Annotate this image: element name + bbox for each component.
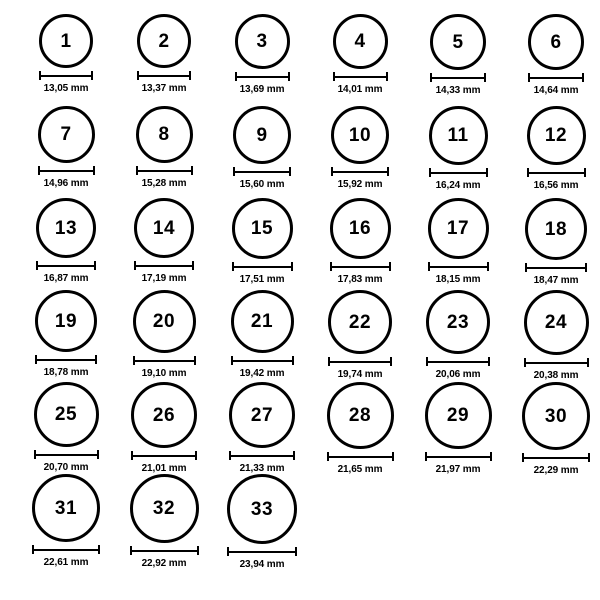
ring-size-cell — [506, 382, 600, 476]
ring-circle-wrap — [34, 382, 99, 447]
ring-size-label: 10 — [348, 124, 372, 146]
ring-circle — [34, 382, 99, 447]
diameter-measure-bar — [327, 452, 394, 461]
measure-tick-left — [333, 72, 335, 81]
measure-line — [36, 265, 96, 267]
diameter-value-label: 18,47 mm — [533, 275, 579, 286]
measure-tick-right — [97, 450, 99, 459]
diameter-measure-bar — [229, 451, 295, 460]
ring-size-cell — [16, 290, 116, 378]
ring-circle — [131, 382, 197, 448]
ring-size-cell — [212, 198, 312, 285]
measure-tick-right — [584, 168, 586, 177]
measure-tick-left — [525, 263, 527, 272]
diameter-measure-bar — [39, 71, 93, 80]
ring-size-label: 24 — [544, 312, 568, 333]
measure-tick-left — [527, 168, 529, 177]
measure-line — [32, 549, 100, 551]
measure-tick-left — [327, 452, 329, 461]
ring-size-cell — [212, 290, 312, 379]
ring-circle-wrap — [227, 474, 297, 544]
measure-tick-right — [585, 263, 587, 272]
ring-circle — [330, 198, 391, 259]
measure-line — [227, 551, 297, 553]
diameter-measure-bar — [232, 262, 293, 271]
measure-tick-left — [39, 71, 41, 80]
measure-tick-right — [587, 358, 589, 367]
measure-tick-right — [392, 452, 394, 461]
diameter-value-label: 20,06 mm — [435, 369, 481, 380]
diameter-measure-bar — [525, 263, 587, 272]
ring-size-label: 5 — [452, 31, 464, 53]
ring-size-cell — [506, 290, 600, 381]
measure-tick-left — [330, 262, 332, 271]
measure-tick-left — [528, 73, 530, 82]
diameter-measure-bar — [34, 450, 99, 459]
measure-tick-right — [291, 262, 293, 271]
ring-circle-wrap — [133, 290, 196, 353]
ring-circle — [528, 14, 584, 70]
diameter-measure-bar — [524, 358, 589, 367]
measure-line — [429, 172, 488, 174]
ring-size-cell — [310, 106, 410, 190]
diameter-value-label: 22,92 mm — [141, 558, 187, 569]
ring-circle-wrap — [39, 14, 93, 68]
ring-circle-wrap — [235, 14, 290, 69]
ring-size-label: 16 — [348, 218, 372, 239]
diameter-measure-bar — [428, 262, 489, 271]
diameter-value-label: 21,33 mm — [239, 463, 285, 474]
ring-circle — [233, 106, 291, 164]
ring-size-cell — [212, 106, 312, 190]
ring-size-label: 18 — [544, 218, 568, 240]
ring-size-label: 32 — [152, 498, 176, 519]
ring-size-label: 21 — [250, 311, 274, 332]
ring-circle-wrap — [38, 106, 95, 163]
ring-circle-wrap — [426, 290, 490, 354]
measure-tick-right — [490, 452, 492, 461]
measure-tick-right — [192, 261, 194, 270]
measure-tick-right — [197, 546, 199, 555]
ring-size-label: 26 — [152, 404, 176, 426]
ring-circle — [38, 106, 95, 163]
ring-size-label: 15 — [250, 218, 274, 239]
diameter-measure-bar — [328, 357, 392, 366]
measure-tick-left — [231, 356, 233, 365]
measure-tick-right — [195, 451, 197, 460]
ring-circle — [134, 198, 194, 258]
ring-circle — [39, 14, 93, 68]
ring-size-cell — [408, 106, 508, 191]
ring-circle — [36, 198, 96, 258]
ring-circle-wrap — [330, 198, 391, 259]
ring-size-label: 8 — [158, 124, 170, 145]
measure-tick-left — [36, 261, 38, 270]
ring-size-cell — [408, 198, 508, 285]
measure-tick-left — [328, 357, 330, 366]
measure-line — [330, 266, 391, 268]
diameter-value-label: 22,29 mm — [533, 465, 579, 476]
diameter-value-label: 19,10 mm — [141, 368, 187, 379]
diameter-measure-bar — [522, 453, 590, 462]
ring-circle — [227, 474, 297, 544]
ring-size-cell — [114, 474, 214, 569]
diameter-value-label: 15,92 mm — [337, 179, 383, 190]
ring-size-label: 14 — [152, 217, 176, 239]
measure-line — [35, 359, 97, 361]
measure-tick-left — [235, 72, 237, 81]
diameter-value-label: 19,42 mm — [239, 368, 285, 379]
measure-tick-right — [588, 453, 590, 462]
measure-tick-left — [35, 355, 37, 364]
ring-size-cell — [212, 14, 312, 95]
measure-tick-right — [488, 357, 490, 366]
ring-size-label: 6 — [550, 31, 562, 53]
diameter-measure-bar — [35, 355, 97, 364]
measure-line — [524, 362, 589, 364]
diameter-measure-bar — [231, 356, 294, 365]
diameter-measure-bar — [233, 167, 291, 176]
ring-circle-wrap — [32, 474, 100, 542]
ring-size-cell — [408, 382, 508, 475]
diameter-measure-bar — [136, 166, 193, 175]
ring-size-label: 7 — [60, 124, 72, 145]
diameter-value-label: 17,51 mm — [239, 274, 285, 285]
ring-size-cell — [506, 198, 600, 286]
diameter-value-label: 14,64 mm — [533, 85, 579, 96]
ring-size-label: 31 — [54, 497, 78, 519]
diameter-measure-bar — [32, 545, 100, 554]
measure-line — [328, 361, 392, 363]
diameter-measure-bar — [130, 546, 199, 555]
diameter-value-label: 21,65 mm — [337, 464, 383, 475]
ring-size-cell — [310, 198, 410, 285]
ring-circle — [235, 14, 290, 69]
diameter-measure-bar — [331, 167, 389, 176]
ring-size-label: 13 — [54, 217, 78, 239]
diameter-measure-bar — [333, 72, 388, 81]
ring-size-cell — [114, 198, 214, 284]
measure-line — [231, 360, 294, 362]
measure-line — [131, 455, 197, 457]
measure-tick-left — [232, 262, 234, 271]
measure-tick-left — [426, 357, 428, 366]
ring-circle — [133, 290, 196, 353]
ring-circle-wrap — [131, 382, 197, 448]
diameter-measure-bar — [527, 168, 586, 177]
ring-size-cell — [114, 290, 214, 379]
ring-circle-wrap — [327, 382, 394, 449]
ring-circle-wrap — [429, 106, 488, 165]
diameter-measure-bar — [425, 452, 492, 461]
ring-size-label: 9 — [256, 124, 268, 146]
ring-circle — [525, 198, 587, 260]
diameter-measure-bar — [137, 71, 191, 80]
measure-tick-right — [484, 73, 486, 82]
measure-line — [130, 550, 199, 552]
measure-tick-right — [295, 547, 297, 556]
diameter-value-label: 17,19 mm — [141, 273, 187, 284]
diameter-value-label: 15,60 mm — [239, 179, 285, 190]
ring-size-label: 12 — [544, 125, 568, 146]
measure-line — [232, 266, 293, 268]
measure-line — [525, 267, 587, 269]
ring-circle — [328, 290, 392, 354]
measure-tick-right — [194, 356, 196, 365]
ring-circle-wrap — [229, 382, 295, 448]
diameter-value-label: 14,01 mm — [337, 84, 383, 95]
measure-tick-left — [524, 358, 526, 367]
ring-circle — [430, 14, 486, 70]
ring-circle — [137, 14, 191, 68]
ring-size-label: 28 — [348, 405, 372, 426]
ring-size-cell — [310, 290, 410, 380]
ring-size-label: 3 — [256, 31, 268, 52]
ring-circle — [229, 382, 295, 448]
ring-circle — [232, 198, 293, 259]
ring-circle — [333, 14, 388, 69]
diameter-value-label: 22,61 mm — [43, 557, 89, 568]
diameter-value-label: 17,83 mm — [337, 274, 383, 285]
ring-size-label: 29 — [446, 405, 470, 426]
measure-line — [39, 75, 93, 77]
measure-tick-right — [289, 167, 291, 176]
ring-circle-wrap — [522, 382, 590, 450]
ring-size-label: 19 — [54, 310, 78, 332]
measure-tick-left — [430, 73, 432, 82]
ring-size-cell — [114, 106, 214, 189]
measure-tick-right — [93, 166, 95, 175]
ring-circle-wrap — [428, 198, 489, 259]
ring-size-cell — [16, 382, 116, 473]
ring-size-cell — [16, 106, 116, 189]
ring-size-cell — [16, 198, 116, 284]
ring-circle — [32, 474, 100, 542]
ring-size-label: 22 — [348, 311, 372, 333]
ring-circle — [522, 382, 590, 450]
ring-size-cell — [16, 14, 116, 94]
ring-circle-wrap — [524, 290, 589, 355]
diameter-measure-bar — [426, 357, 490, 366]
measure-tick-right — [189, 71, 191, 80]
ring-circle-wrap — [525, 198, 587, 260]
ring-circle-wrap — [333, 14, 388, 69]
measure-line — [425, 456, 492, 458]
ring-circle — [425, 382, 492, 449]
ring-circle-wrap — [233, 106, 291, 164]
diameter-measure-bar — [36, 261, 96, 270]
measure-tick-right — [386, 72, 388, 81]
ring-size-cell — [506, 14, 600, 96]
diameter-measure-bar — [134, 261, 194, 270]
measure-tick-left — [38, 166, 40, 175]
measure-tick-right — [94, 261, 96, 270]
measure-tick-right — [486, 168, 488, 177]
ring-circle-wrap — [130, 474, 199, 543]
ring-size-cell — [114, 14, 214, 94]
diameter-value-label: 14,96 mm — [43, 178, 89, 189]
measure-tick-left — [137, 71, 139, 80]
ring-size-cell — [16, 474, 116, 568]
measure-tick-left — [134, 261, 136, 270]
measure-line — [327, 456, 394, 458]
ring-size-label: 4 — [354, 31, 366, 52]
ring-size-label: 11 — [447, 125, 469, 146]
measure-line — [38, 170, 95, 172]
measure-line — [428, 266, 489, 268]
measure-tick-right — [98, 545, 100, 554]
diameter-value-label: 13,69 mm — [239, 84, 285, 95]
measure-line — [522, 457, 590, 459]
diameter-value-label: 15,28 mm — [141, 178, 187, 189]
measure-tick-right — [91, 71, 93, 80]
measure-line — [134, 265, 194, 267]
diameter-value-label: 18,15 mm — [435, 274, 481, 285]
ring-size-cell — [310, 14, 410, 95]
ring-size-label: 33 — [250, 498, 274, 520]
ring-circle-wrap — [527, 106, 586, 165]
ring-size-cell — [408, 290, 508, 380]
ring-circle-wrap — [231, 290, 294, 353]
measure-line — [527, 172, 586, 174]
diameter-value-label: 18,78 mm — [43, 367, 89, 378]
measure-tick-right — [292, 356, 294, 365]
ring-circle — [231, 290, 294, 353]
measure-line — [136, 170, 193, 172]
diameter-measure-bar — [133, 356, 196, 365]
diameter-value-label: 13,37 mm — [141, 83, 187, 94]
diameter-measure-bar — [429, 168, 488, 177]
measure-tick-left — [130, 546, 132, 555]
measure-tick-right — [387, 167, 389, 176]
measure-tick-right — [191, 166, 193, 175]
measure-tick-left — [522, 453, 524, 462]
measure-tick-left — [428, 262, 430, 271]
ring-size-cell — [310, 382, 410, 475]
measure-tick-left — [425, 452, 427, 461]
ring-size-label: 2 — [158, 30, 170, 52]
ring-circle — [327, 382, 394, 449]
ring-size-cell — [408, 14, 508, 96]
ring-circle-wrap — [134, 198, 194, 258]
ring-size-label: 23 — [446, 311, 470, 333]
measure-line — [331, 171, 389, 173]
ring-size-label: 20 — [152, 311, 176, 332]
measure-line — [229, 455, 295, 457]
ring-size-label: 1 — [60, 30, 72, 52]
diameter-measure-bar — [38, 166, 95, 175]
ring-circle-wrap — [331, 106, 389, 164]
diameter-measure-bar — [528, 73, 584, 82]
diameter-value-label: 16,24 mm — [435, 180, 481, 191]
diameter-value-label: 13,05 mm — [43, 83, 89, 94]
measure-tick-left — [429, 168, 431, 177]
ring-size-cell — [212, 382, 312, 474]
measure-tick-right — [390, 357, 392, 366]
ring-size-label: 30 — [544, 405, 568, 427]
measure-tick-left — [227, 547, 229, 556]
diameter-measure-bar — [330, 262, 391, 271]
diameter-value-label: 14,33 mm — [435, 85, 481, 96]
measure-tick-right — [288, 72, 290, 81]
measure-line — [133, 360, 196, 362]
measure-line — [333, 76, 388, 78]
measure-tick-left — [34, 450, 36, 459]
ring-size-cell — [506, 106, 600, 191]
diameter-measure-bar — [227, 547, 297, 556]
measure-tick-right — [95, 355, 97, 364]
ring-circle — [136, 106, 193, 163]
ring-circle — [429, 106, 488, 165]
measure-tick-right — [389, 262, 391, 271]
ring-circle-wrap — [425, 382, 492, 449]
measure-line — [430, 77, 486, 79]
ring-size-label: 27 — [250, 404, 274, 426]
ring-circle-wrap — [36, 198, 96, 258]
measure-line — [137, 75, 191, 77]
ring-circle-wrap — [137, 14, 191, 68]
measure-tick-right — [293, 451, 295, 460]
ring-circle — [524, 290, 589, 355]
measure-line — [233, 171, 291, 173]
diameter-value-label: 19,74 mm — [337, 369, 383, 380]
ring-circle — [130, 474, 199, 543]
ring-circle-wrap — [328, 290, 392, 354]
measure-line — [34, 454, 99, 456]
measure-tick-left — [131, 451, 133, 460]
measure-tick-right — [487, 262, 489, 271]
ring-circle-wrap — [35, 290, 97, 352]
ring-circle — [527, 106, 586, 165]
diameter-value-label: 20,70 mm — [43, 462, 89, 473]
ring-size-label: 17 — [446, 218, 470, 239]
ring-size-cell — [114, 382, 214, 474]
ring-circle — [428, 198, 489, 259]
ring-circle-wrap — [232, 198, 293, 259]
diameter-value-label: 20,38 mm — [533, 370, 579, 381]
diameter-measure-bar — [131, 451, 197, 460]
ring-circle-wrap — [528, 14, 584, 70]
measure-tick-left — [32, 545, 34, 554]
ring-circle — [426, 290, 490, 354]
diameter-measure-bar — [430, 73, 486, 82]
diameter-value-label: 21,01 mm — [141, 463, 187, 474]
measure-tick-left — [233, 167, 235, 176]
ring-circle-wrap — [136, 106, 193, 163]
measure-tick-left — [136, 166, 138, 175]
diameter-value-label: 16,87 mm — [43, 273, 89, 284]
diameter-value-label: 21,97 mm — [435, 464, 481, 475]
measure-tick-left — [133, 356, 135, 365]
ring-size-cell — [212, 474, 312, 570]
measure-line — [235, 76, 290, 78]
diameter-value-label: 16,56 mm — [533, 180, 579, 191]
diameter-measure-bar — [235, 72, 290, 81]
measure-tick-left — [331, 167, 333, 176]
ring-size-label: 25 — [54, 404, 78, 425]
ring-circle-wrap — [430, 14, 486, 70]
diameter-value-label: 23,94 mm — [239, 559, 285, 570]
measure-line — [426, 361, 490, 363]
ring-circle — [331, 106, 389, 164]
measure-tick-right — [582, 73, 584, 82]
measure-tick-left — [229, 451, 231, 460]
ring-circle — [35, 290, 97, 352]
measure-line — [528, 77, 584, 79]
